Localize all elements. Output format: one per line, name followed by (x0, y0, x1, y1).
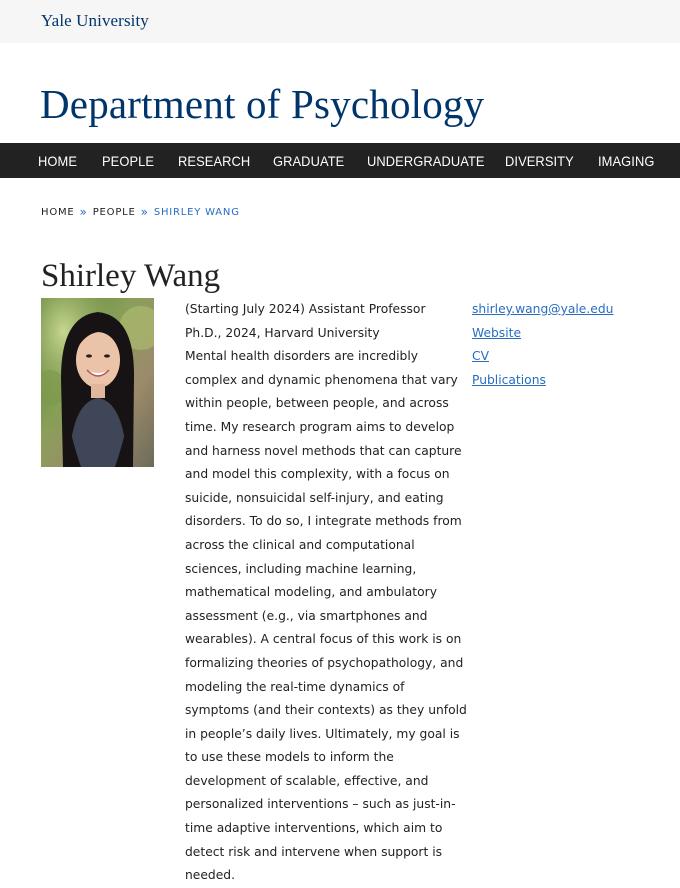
top-bar (0, 0, 680, 43)
website-link[interactable]: Website (472, 325, 522, 340)
nav-item-imaging[interactable]: IMAGING (598, 152, 655, 169)
nav-item-graduate[interactable]: GRADUATE (273, 152, 345, 169)
nav-item-undergraduate[interactable]: UNDERGRADUATE (367, 152, 485, 169)
yale-university-logo[interactable]: Yale University (41, 11, 149, 30)
profile-links (472, 298, 613, 392)
breadcrumb-current[interactable]: SHIRLEY WANG (153, 206, 240, 218)
breadcrumb (41, 205, 240, 219)
profile-title: (Starting July 2024) Assistant Professor (185, 302, 426, 316)
profile-content (185, 298, 472, 888)
person-name: Shirley Wang (41, 258, 221, 294)
nav-item-diversity[interactable]: DIVERSITY (505, 152, 574, 169)
profile-degree: Ph.D., 2024, Harvard University (185, 325, 380, 340)
nav-item-people[interactable]: PEOPLE (102, 152, 155, 169)
nav-item-home[interactable]: HOME (38, 152, 78, 169)
profile-photo (41, 298, 154, 467)
breadcrumb-people[interactable]: PEOPLE (92, 206, 136, 218)
breadcrumb-separator: » (79, 205, 88, 219)
breadcrumb-separator: » (140, 205, 149, 219)
breadcrumb-home[interactable]: HOME (41, 206, 75, 218)
main-nav (0, 143, 680, 178)
profile-bio: Mental health disorders are incredibly complex and dynamic phenomena that vary within people, between people, and across time. My research program aims to develop and harness novel methods that can capture and model this complexity, with a focus on suicide, nonsuicidal self-injury, and eating disorders. To do so, I integrate methods from across the clinical and computational sciences, including machine learning, mathematical modeling, and ambulatory assessment (e.g., via smartphones and wearables). A central focus of this work is on formalizing theories of psychopathology, and modeling the real-time dynamics of symptoms (and their contexts) as they unfold in people’s daily lives. Ultimately, my goal is to use these models to inform the development of scalable, effective, and personalized interventions – such as just-in-time adaptive interventions, which aim to detect risk and intervene when support is needed. (185, 349, 467, 883)
cv-link[interactable]: CV (472, 349, 489, 364)
publications-link[interactable]: Publications (472, 372, 546, 387)
department-title[interactable]: Department of Psychology (40, 81, 485, 127)
nav-item-research[interactable]: RESEARCH (178, 152, 251, 169)
email-link[interactable]: shirley.wang@yale.edu (472, 302, 614, 316)
